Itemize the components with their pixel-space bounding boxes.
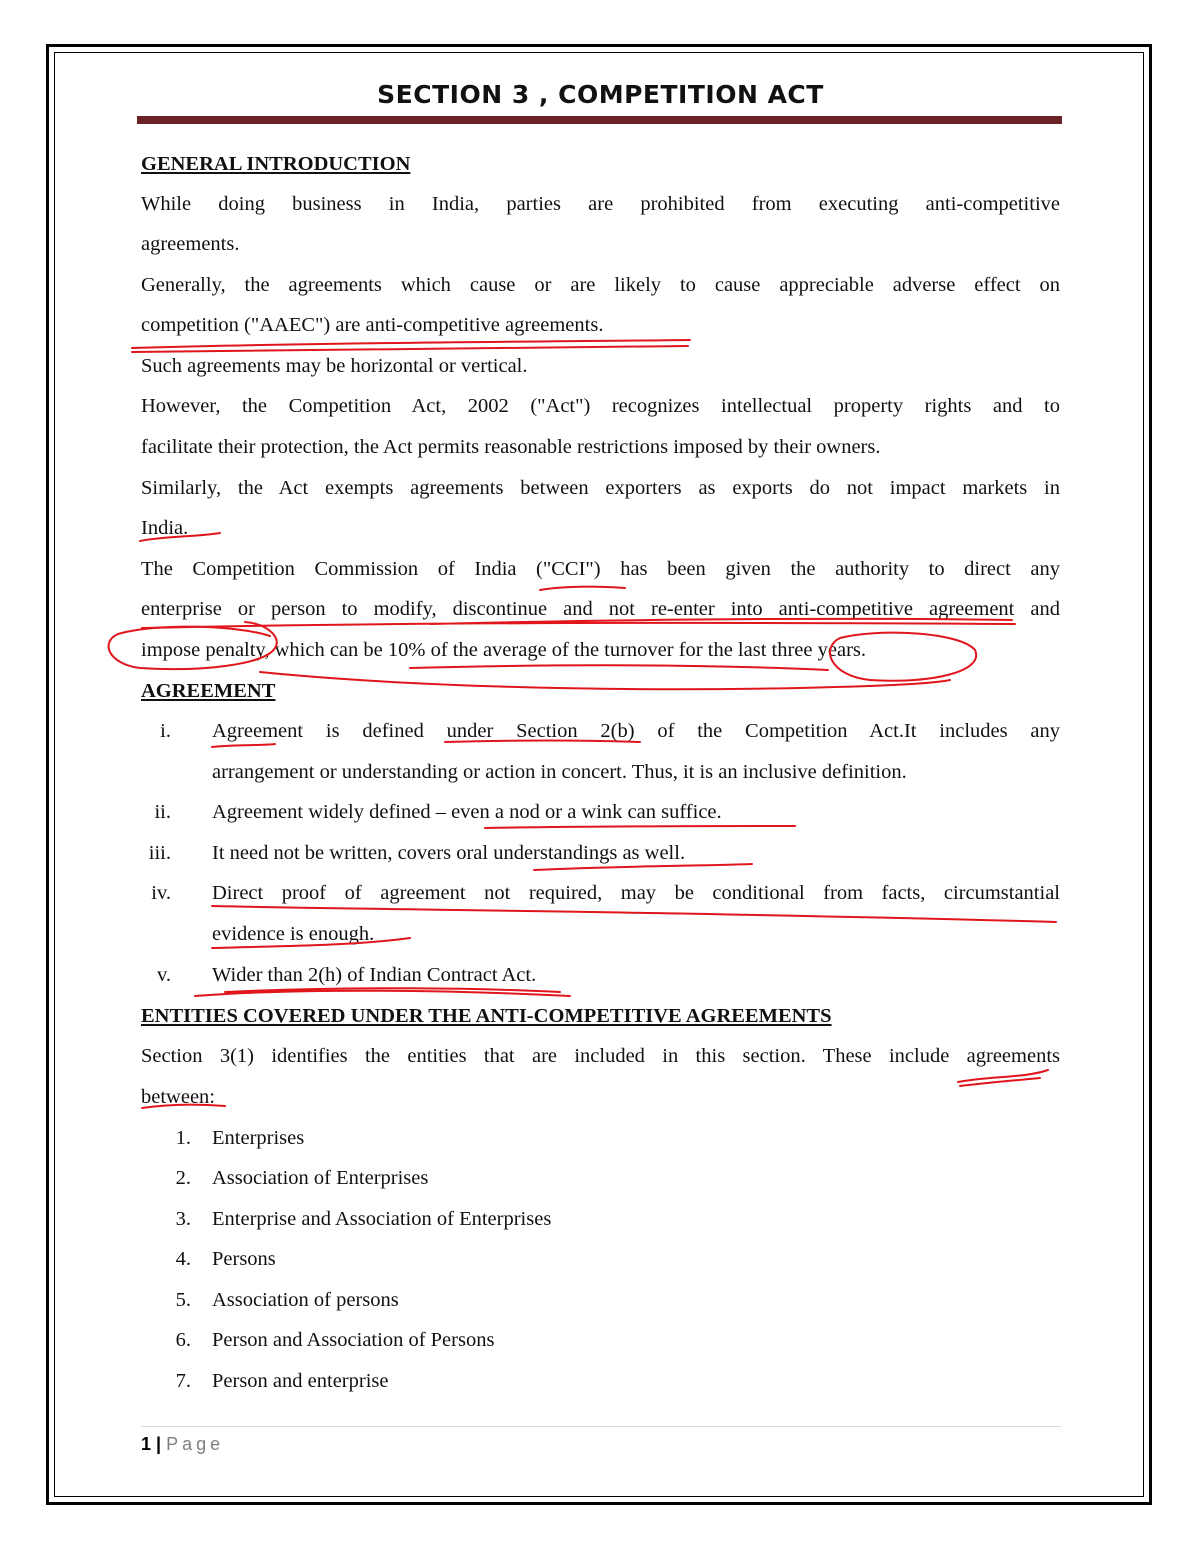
intro-line: India. (141, 517, 189, 539)
intro-line: The Competition Commission of India ("CCI") has been given the authority to direct any (141, 558, 1060, 580)
list-item-text: Persons (212, 1248, 276, 1270)
list-item-text: Direct proof of agreement not required, may be conditional from facts, circumstantial (212, 882, 1060, 904)
list-item-text: Person and enterprise (212, 1370, 389, 1392)
list-item-text: evidence is enough. (212, 923, 375, 945)
intro-line: facilitate their protection, the Act permits reasonable restrictions imposed by their owners. (141, 436, 881, 458)
intro-line: competition ("AAEC") are anti-competitive agreements. (141, 314, 604, 336)
list-item-text: Association of Enterprises (212, 1167, 429, 1189)
list-number: v. (156, 964, 171, 986)
entities-line: between: (141, 1086, 215, 1108)
list-item-text: Person and Association of Persons (212, 1329, 495, 1351)
list-item-text: Agreement widely defined – even a nod or a wink can suffice. (212, 801, 722, 823)
intro-heading: GENERAL INTRODUCTION (141, 153, 411, 175)
intro-line: However, the Competition Act, 2002 ("Act") recognizes intellectual property rights and to (141, 395, 1060, 417)
list-item-text: It need not be written, covers oral understandings as well. (212, 842, 686, 864)
list-number: i. (160, 720, 171, 742)
list-item-text: Agreement is defined under Section 2(b) of the Competition Act.It includes any (212, 720, 1060, 742)
list-item-text: arrangement or understanding or action in concert. Thus, it is an inclusive definition. (212, 761, 907, 783)
list-item-text: Association of persons (212, 1289, 399, 1311)
page-number: 1 (141, 1434, 152, 1454)
intro-line: impose penalty, which can be 10% of the average of the turnover for the last three years. (141, 639, 866, 661)
list-number: 6. (175, 1329, 191, 1351)
entities-heading: ENTITIES COVERED UNDER THE ANTI-COMPETITIVE AGREEMENTS (141, 1005, 832, 1027)
page-label: Page (166, 1434, 225, 1454)
list-number: 2. (175, 1167, 191, 1189)
list-number: 5. (175, 1289, 191, 1311)
intro-line: Similarly, the Act exempts agreements between exporters as exports do not impact markets in (141, 477, 1060, 499)
list-item-text: Enterprise and Association of Enterprises (212, 1208, 552, 1230)
page-footer (141, 1434, 224, 1455)
intro-line: While doing business in India, parties are prohibited from executing anti-competitive (141, 193, 1060, 215)
intro-line: Generally, the agreements which cause or are likely to cause appreciable adverse effect on (141, 274, 1060, 296)
list-number: 4. (175, 1248, 191, 1270)
intro-line: Such agreements may be horizontal or vertical. (141, 355, 528, 377)
footer-separator: | (156, 1434, 162, 1454)
intro-line: enterprise or person to modify, discontinue and not re-enter into anti-competitive agreement and (141, 598, 1060, 620)
list-number: iii. (148, 842, 171, 864)
agreement-heading: AGREEMENT (141, 680, 276, 702)
footer-rule (141, 1426, 1061, 1427)
title-rule (137, 116, 1062, 124)
intro-line: agreements. (141, 233, 240, 255)
list-number: 3. (175, 1208, 191, 1230)
list-number: iv. (151, 882, 171, 904)
list-item-text: Wider than 2(h) of Indian Contract Act. (212, 964, 537, 986)
list-number: 7. (175, 1370, 191, 1392)
list-number: 1. (175, 1127, 191, 1149)
list-number: ii. (154, 801, 171, 823)
document-title: SECTION 3 , COMPETITION ACT (377, 80, 824, 109)
list-item-text: Enterprises (212, 1127, 305, 1149)
entities-line: Section 3(1) identifies the entities that are included in this section. These include agreements (141, 1045, 1060, 1067)
